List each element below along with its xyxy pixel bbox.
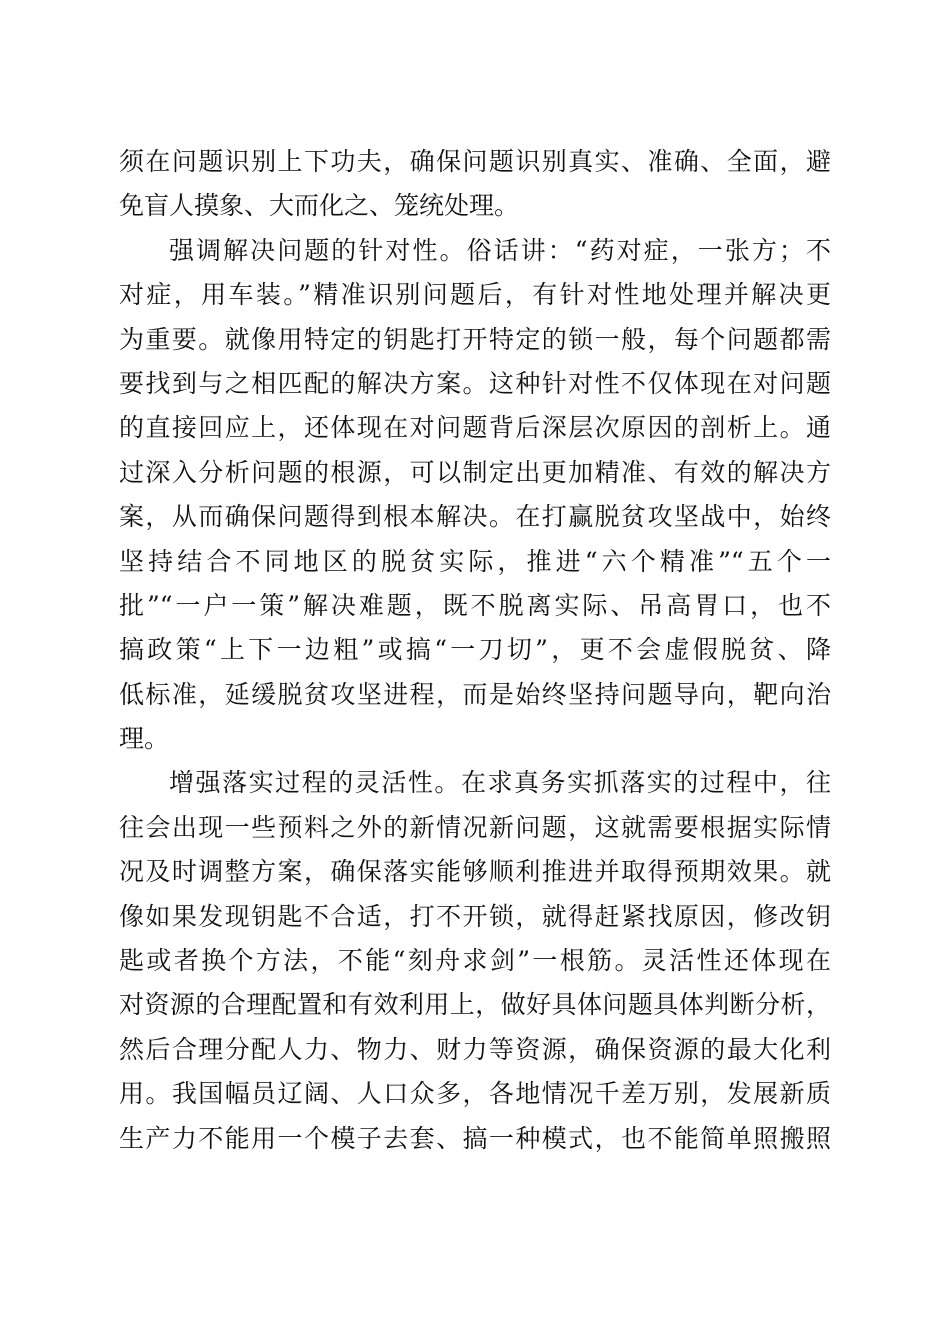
text-line: 理。 xyxy=(119,724,170,754)
text-line: 强调解决问题的针对性。俗话讲：“药对症，一张方；不 xyxy=(169,235,831,265)
text-line: 的直接回应上，还体现在对问题背后深层次原因的剖析上。通 xyxy=(119,413,831,443)
text-line: 像如果发现钥匙不合适，打不开锁，就得赶紧找原因，修改钥 xyxy=(119,901,831,931)
text-line: 对资源的合理配置和有效利用上，做好具体问题具体判断分析， xyxy=(119,990,831,1020)
text-line: 免盲人摸象、大而化之、笼统处理。 xyxy=(119,191,520,221)
text-line: 用。我国幅员辽阔、人口众多，各地情况千差万别，发展新质 xyxy=(119,1079,831,1109)
text-line: 生产力不能用一个模子去套、搞一种模式，也不能简单照搬照 xyxy=(119,1123,831,1153)
paragraph-1 xyxy=(119,140,831,229)
text-line: 要找到与之相匹配的解决方案。这种针对性不仅体现在对问题 xyxy=(119,368,831,398)
text-line: 增强落实过程的灵活性。在求真务实抓落实的过程中，往 xyxy=(169,768,831,798)
text-line: 为重要。就像用特定的钥匙打开特定的锁一般，每个问题都需 xyxy=(119,324,831,354)
text-line: 往会出现一些预料之外的新情况新问题，这就需要根据实际情 xyxy=(119,812,831,842)
text-line: 过深入分析问题的根源，可以制定出更加精准、有效的解决方 xyxy=(119,457,831,487)
text-line: 况及时调整方案，确保落实能够顺利推进并取得预期效果。就 xyxy=(119,857,831,887)
text-line: 批”“一户一策”解决难题，既不脱离实际、吊高胃口，也不 xyxy=(119,590,831,620)
text-line: 低标准，延缓脱贫攻坚进程，而是始终坚持问题导向，靶向治 xyxy=(119,679,831,709)
document-body xyxy=(119,140,831,1161)
text-line: 然后合理分配人力、物力、财力等资源，确保资源的最大化利 xyxy=(119,1034,831,1064)
text-line: 案，从而确保问题得到根本解决。在打赢脱贫攻坚战中，始终 xyxy=(119,502,831,532)
text-line: 须在问题识别上下功夫，确保问题识别真实、准确、全面，避 xyxy=(119,147,831,176)
text-line: 坚持结合不同地区的脱贫实际，推进“六个精准”“五个一 xyxy=(119,546,831,576)
text-line: 搞政策“上下一边粗”或搞“一刀切”，更不会虚假脱贫、降 xyxy=(119,635,831,665)
paragraph-2 xyxy=(119,229,831,762)
text-line: 匙或者换个方法，不能“刻舟求剑”一根筋。灵活性还体现在 xyxy=(119,946,831,976)
paragraph-3 xyxy=(119,761,831,1161)
text-line: 对症，用车装。”精准识别问题后，有针对性地处理并解决更 xyxy=(119,280,831,310)
